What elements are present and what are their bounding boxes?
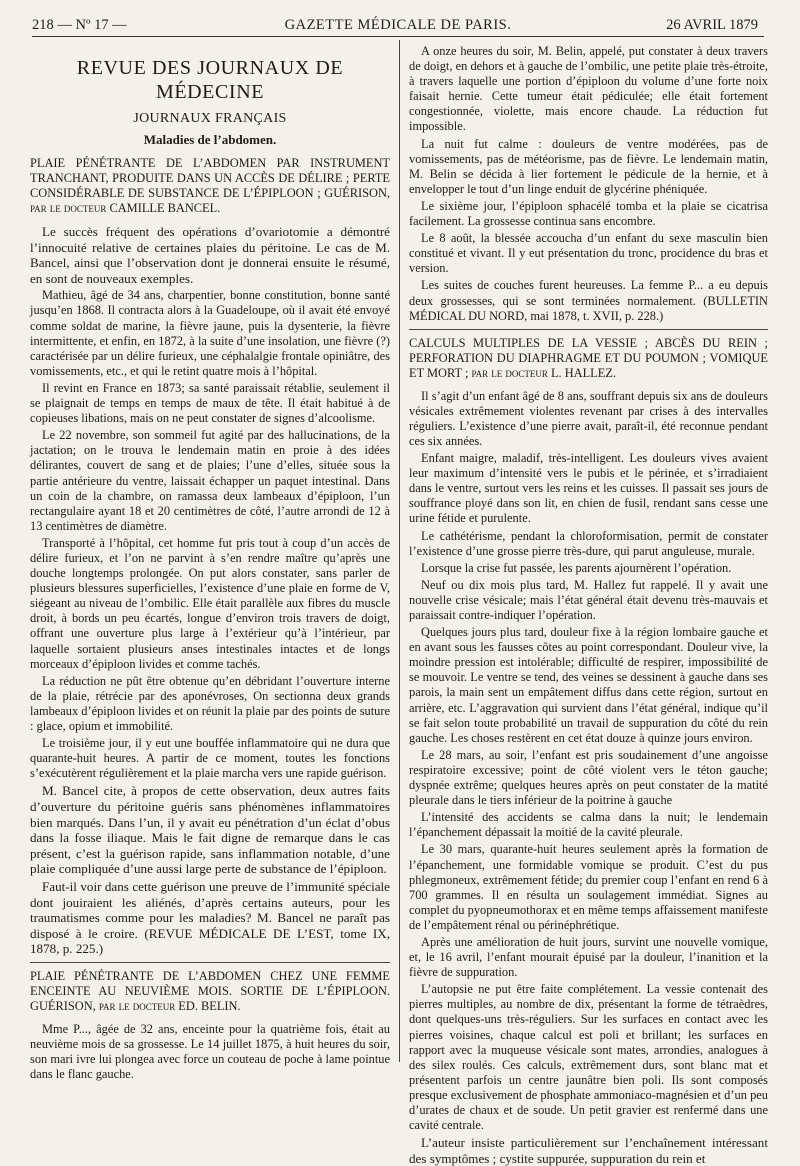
issue-date: 26 AVRIL 1879: [666, 17, 758, 33]
paragraph: Après une amélioration de huit jours, survint une nouvelle vomique, et, le 16 avril, l’enfant mourait épuisé par la douleur, l’inanition et la fièvre de suppuration.: [409, 934, 768, 980]
paragraph: Faut-il voir dans cette guérison une preuve de l’immunité spéciale dont jouiraient les aliénés, d’après certains auteurs, pour les traumatismes comme pour les maladies? M. Bancel ne paraît pas disposé à le croire. (REVUE MÉDICALE DE L’EST, tome IX, 1878, p. 225.): [30, 878, 390, 957]
right-column: [409, 44, 768, 1166]
paragraph: Mathieu, âgé de 34 ans, charpentier, bonne constitution, bonne santé jusqu’en 1868. Il contracta alors à la Guadeloupe, où il avait été envoyé comme soldat de marine, la fièvre jaune, puis la dysenterie, la fièvre intermittente, et enfin, en 1872, à la suite d’une insolation, une fièvre (?) caractérisée par un délire furieux, une céphalalgie frontale opiniâtre, des vomissements, etc., et qui le retint quatre mois à l’hôpital.: [30, 288, 390, 378]
paragraph: Le sixième jour, l’épiploon sphacélé tomba et la plaie se cicatrisa facilement. La grossesse continua sans encombre.: [409, 198, 768, 229]
paragraph: Le troisième jour, il y eut une bouffée inflammatoire qui ne dura que quarante-huit heures. A partir de ce moment, toutes les fonctions s’exécutèrent régulièrement et la plaie marcha vers une rapide guérison.: [30, 736, 390, 781]
article-title-bancel: PLAIE PÉNÉTRANTE DE L’ABDOMEN PAR INSTRUMENT TRANCHANT, PRODUITE DANS UN ACCÈS DE DÉLIRE ; PERTE CONSIDÉRABLE DE SUBSTANCE DE L’ÉPIPLOON ; GUÉRISON, par le docteur CAMILLE BANCEL.: [30, 156, 390, 215]
paragraph: Le 30 mars, quarante-huit heures seulement après la formation de l’épanchement, une formidable vomique se produit. C’est du pus phlegmoneux, extrêmement fétide; du premier coup l’enfant en rend 6 à 700 grammes. Il en résulta un soulagement immédiat. Signes au complet du pyopneumothorax et en même temps affaissement manifeste de l’empâtement rénal ou périnéphrétique.: [409, 842, 768, 932]
paragraph: Les suites de couches furent heureuses. La femme P... a eu depuis deux grossesses, qui se sont terminées normalement. (BULLETIN MÉDICAL DU NORD, mai 1878, t. XVII, p. 228.): [409, 278, 768, 323]
subsection-title: Maladies de l’abdomen.: [143, 132, 277, 147]
paragraph: Le cathétérisme, pendant la chloroformisation, permit de constater l’existence d’une grosse pierre très-dure, qui parut anguleuse, murale.: [409, 528, 768, 558]
article-title-hallez: CALCULS MULTIPLES DE LA VESSIE ; ABCÈS DU REIN ; PERFORATION DU DIAPHRAGME ET DU POUMON ; VOMIQUE ET MORT ; par le docteur L. HALLEZ.: [409, 335, 768, 380]
page-header: [32, 14, 764, 37]
paragraph: Neuf ou dix mois plus tard, M. Hallez fut rappelé. Il y avait une nouvelle crise vésicale; mais l’état général était devenu très-mauvais et paraissait contre-indiquer l’opération.: [409, 577, 768, 622]
paragraph: Mme P..., âgée de 32 ans, enceinte pour la quatrième fois, était au neuvième mois de sa grossesse. Le 14 juillet 1875, à huit heures du soir, son mari ivre lui plongea avec force un couteau de poche à lame pointue dans le flanc gauche.: [30, 1021, 390, 1082]
paragraph: L’intensité des accidents se calma dans la nuit; le lendemain l’épanchement dépassait la moitié de la cavité pleurale.: [409, 810, 768, 840]
page-number: 218 — Nº 17 —: [32, 17, 127, 33]
journal-name: GAZETTE MÉDICALE DE PARIS.: [284, 17, 512, 33]
paragraph: M. Bancel cite, à propos de cette observation, deux autres faits d’ouverture du péritoine guéris sans phénomènes inflammatoires bien marqués. Dans l’un, il y avait eu pénétration d’un éclat d’obus dans la fosse iliaque. Mais le fait digne de remarque dans le cas présent, c’est la guérison rapide, sans inflammation notable, d’une plaie compliquée d’une aussi large perte de substance de l’épiploon.: [30, 783, 390, 877]
paragraph: Lorsque la crise fut passée, les parents ajournèrent l’opération.: [421, 560, 732, 575]
paragraph: La réduction ne pût être obtenue qu’en débridant l’ouverture interne de la plaie, rétrécie par des aponévroses, On sectionna deux grands lambeaux d’épiploon livides et on réunit la plaie par des points de suture : glace, opium et immobilité.: [30, 673, 390, 733]
paragraph: Il s’agit d’un enfant âgé de 8 ans, souffrant depuis six ans de douleurs vésicales extrêmement violentes revenant par crises à des intervalles réguliers. L’existence d’une pierre avait, paraît-il, été reconnue pendant ces six années.: [409, 388, 768, 448]
article-title-belin: PLAIE PÉNÉTRANTE DE L’ABDOMEN CHEZ UNE FEMME ENCEINTE AU NEUVIÈME MOIS. SORTIE DE L’ÉPIPLOON. GUÉRISON, par le docteur ED. BELIN.: [30, 968, 390, 1013]
paragraph: Quelques jours plus tard, douleur fixe à la région lombaire gauche et en avant sous les fausses côtes au point correspondant. Douleur vive, la moindre pression est intolérable; difficulté de respirer, impossibilité de se mouvoir. Le ventre se tend, des veines se dessinent à gauche dans ses parois, la main sent un empâtement diffus dans cette région, surtout en arrière, etc. L’aggravation qui survient dans l’état général, indique qu’il se fait selon toute probabilité un travail de suppuration du côté du rein gauche. Les choses restèrent en cet état douze à quinze jours environ.: [409, 625, 768, 745]
paragraph: Le 22 novembre, son sommeil fut agité par des hallucinations, de la jactation; on le trouva le lendemain matin en proie à des idées délirantes, couvert de sang et de plaies; l’une d’elles, située sous la partie antérieure du ventre, laissait échapper un paquet intestinal. Dans un coin de la chambre, on ramassa deux lambeaux d’épiploon, l’un rectangulaire ayant 18 et 20 centimètres de côté, l’autre arrondi de 12 à 13 centimètres de diamètre.: [30, 428, 390, 533]
paragraph: Transporté à l’hôpital, cet homme fut pris tout à coup d’un accès de délire furieux, et l’on ne parvint à s’en rendre maître qu’après une douche longtemps prolongée. On put alors constater, sans parler de plusieurs blessures superficielles, l’existence d’une plaie en forme de V, siégeant au niveau de l’ombilic. Elle était parallèle aux fibres du muscle droit, à bords un peu écartés, longue d’environ trois travers de doigt, offrant une ouverture plus large à l’extérieur qu’à l’intérieur, par laquelle sortaient plusieurs anses intestinales intactes et de longs morceaux d’épiploon livides et comme tachés.: [30, 535, 390, 671]
paragraph: L’auteur insiste particulièrement sur l’enchaînement intéressant des symptômes ; cystite suppurée, suppuration du rein et: [409, 1135, 768, 1166]
section-rule: [409, 329, 768, 330]
paragraph: Enfant maigre, maladif, très-intelligent. Les douleurs vives avaient leur maximum d’intensité vers le pubis et le périnée, et s’irradiaient dans le ventre, surtout vers les reins et les cuisses. Il passait ses jours de souffrance ployé dans son lit, en chien de fusil, rendant sans cesse une urine fétide et purulente.: [409, 451, 768, 526]
paragraph: La nuit fut calme : douleurs de ventre modérées, pas de vomissements, pas de météorisme, pas de fièvre. Le lendemain matin, M. Belin se décida à lier fortement le pédicule de la hernie, et à envelopper le tout d’un linge enduit de glycérine phéniquée.: [409, 136, 768, 196]
paragraph: L’autopsie ne put être faite complétement. La vessie contenait des pierres multiples, au nombre de dix, présentant la forme de tétraèdres, dont quelques-uns très-réguliers. Sur les surfaces en contact avec les pierres voisines, chaque calcul est poli et brillant; les surfaces en rapport avec la muqueuse vésicale sont mates, arrondies, analogues à des silex roulés. Ces calculs, extrêmement durs, sont blanc mat et présentent parfois un centre jaunâtre bien poli. Ils sont composés presque exclusivement de phosphate ammoniaco-magnésien et d’un peu d’urates de chaux et de soude. Un petit gravier est renfermé dans une cavité centrale.: [409, 982, 768, 1133]
paragraph: Le succès fréquent des opérations d’ovariotomie a démontré l’innocuité relative de certaines plaies du péritoine. Le cas de M. Bancel, ainsi que l’observation dont je donnerai ensuite le résumé, en sont de nouveaux exemples.: [30, 224, 390, 286]
column-divider: [399, 40, 400, 1062]
paragraph: Il revint en France en 1873; sa santé paraissait rétablie, seulement il se plaignait de temps en temps de maux de tête. Il était habitué à de copieuses libations, mais on ne peut constater de signes d’alcoolisme.: [30, 380, 390, 426]
section-title: JOURNAUX FRANÇAIS: [133, 111, 287, 126]
paragraph: Le 28 mars, au soir, l’enfant est pris soudainement d’une angoisse respiratoire excessive; point de côté violent vers le téton gauche; dyspnée extrême; quelques heures après on peut constater de la matité pleurale dans le tiers inférieur de la poitrine à gauche: [409, 747, 768, 808]
left-column: [30, 44, 390, 1082]
paragraph: Le 8 août, la blessée accoucha d’un enfant du sexe masculin bien constitué et vivant. Il y eut présentation du tronc, procidence du bras et version.: [409, 231, 768, 276]
section-rule: [30, 962, 390, 963]
revue-title: REVUE DES JOURNAUX DE MÉDECINE: [76, 57, 344, 103]
paragraph: A onze heures du soir, M. Belin, appelé, put constater à deux travers de doigt, en dehors et à gauche de l’ombilic, une petite plaie très-étroite, à travers laquelle une portion d’épiploon du volume d’une forte noix faisait hernie. Cette tumeur était pédiculée; elle était fortement congestionnée, violette, mais encore chaude. La réduction fut impossible.: [409, 44, 768, 134]
